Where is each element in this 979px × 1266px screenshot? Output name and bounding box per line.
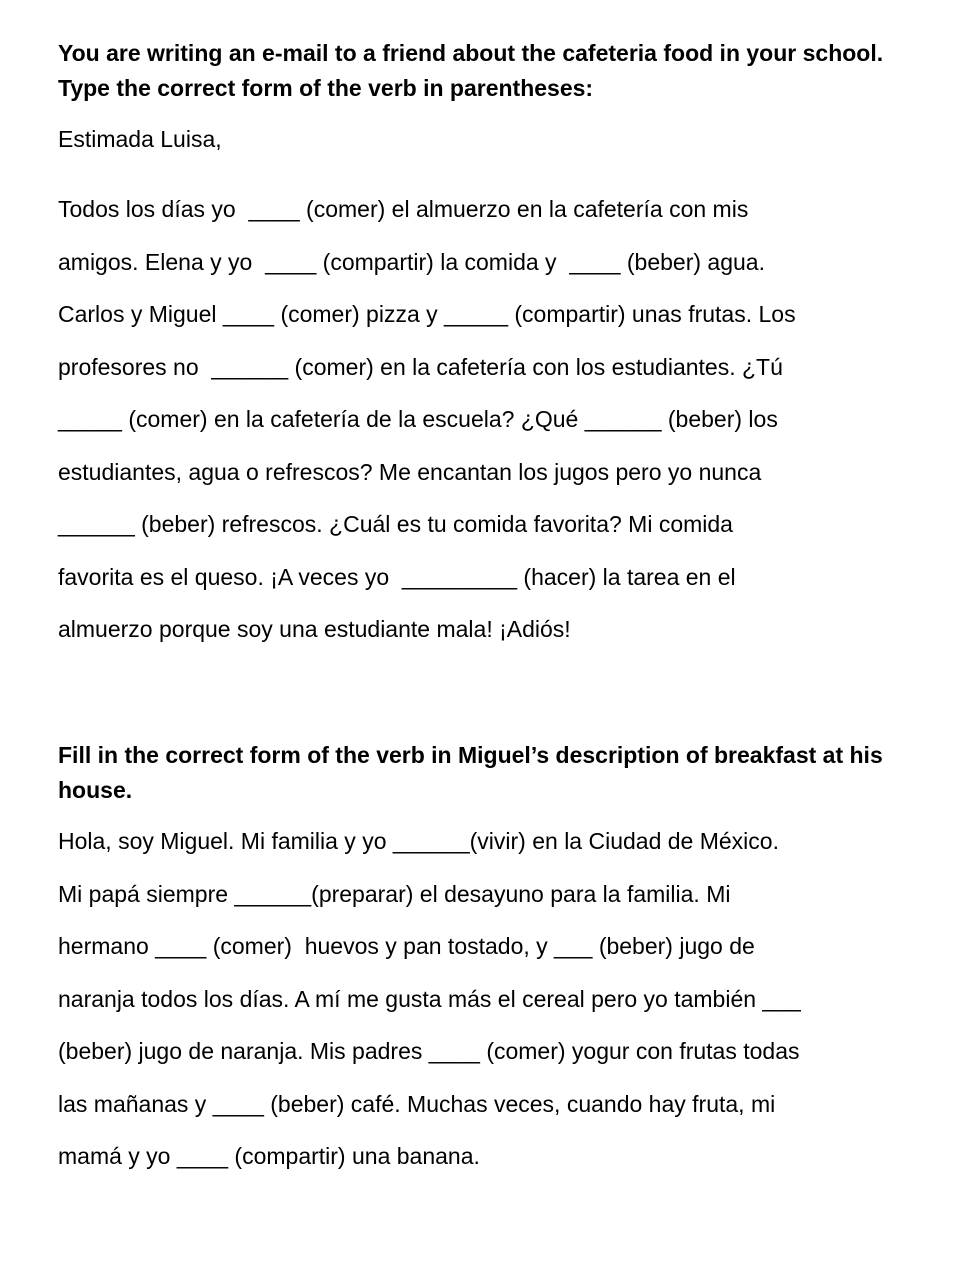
description-line: hermano ____ (comer) huevos y pan tostado, y ___ (beber) jugo de	[58, 933, 755, 959]
breakfast-description	[58, 824, 938, 1192]
description-line: mamá y yo ____ (compartir) una banana.	[58, 1143, 480, 1169]
instructions-heading-breakfast: Fill in the correct form of the verb in Miguel’s description of breakfast at his house.	[58, 742, 883, 803]
email-line: estudiantes, agua o refrescos? Me encantan los jugos pero yo nunca	[58, 458, 762, 485]
description-line: Mi papá siempre ______(preparar) el desayuno para la familia. Mi	[58, 880, 731, 907]
description-line: (beber) jugo de naranja. Mis padres ____ (comer) yogur con frutas todas	[58, 1038, 800, 1064]
description-line: naranja todos los días. A mí me gusta más el cereal pero yo también ___	[58, 985, 801, 1012]
email-line: amigos. Elena y yo ____ (compartir) la comida y ____ (beber) agua.	[58, 248, 765, 275]
email-line: ______ (beber) refrescos. ¿Cuál es tu comida favorita? Mi comida	[58, 511, 733, 537]
email-line: favorita es el queso. ¡A veces yo _________ (hacer) la tarea en el	[58, 563, 736, 590]
email-line: almuerzo porque soy una estudiante mala! ¡Adiós!	[58, 616, 571, 642]
email-line: Todos los días yo ____ (comer) el almuerzo en la cafetería con mis	[58, 196, 749, 222]
description-line: Hola, soy Miguel. Mi familia y yo ______(vivir) en la Ciudad de México.	[58, 828, 779, 854]
email-body	[58, 192, 938, 665]
email-line: _____ (comer) en la cafetería de la escuela? ¿Qué ______ (beber) los	[58, 406, 778, 432]
email-line: Carlos y Miguel ____ (comer) pizza y _____ (compartir) unas frutas. Los	[58, 301, 796, 327]
email-line: profesores no ______ (comer) en la cafetería con los estudiantes. ¿Tú	[58, 353, 783, 380]
description-line: las mañanas y ____ (beber) café. Muchas veces, cuando hay fruta, mi	[58, 1090, 776, 1117]
email-greeting: Estimada Luisa,	[58, 126, 222, 152]
instructions-heading-email: You are writing an e-mail to a friend about the cafeteria food in your school. Type the correct form of the verb in parentheses:	[58, 40, 884, 101]
